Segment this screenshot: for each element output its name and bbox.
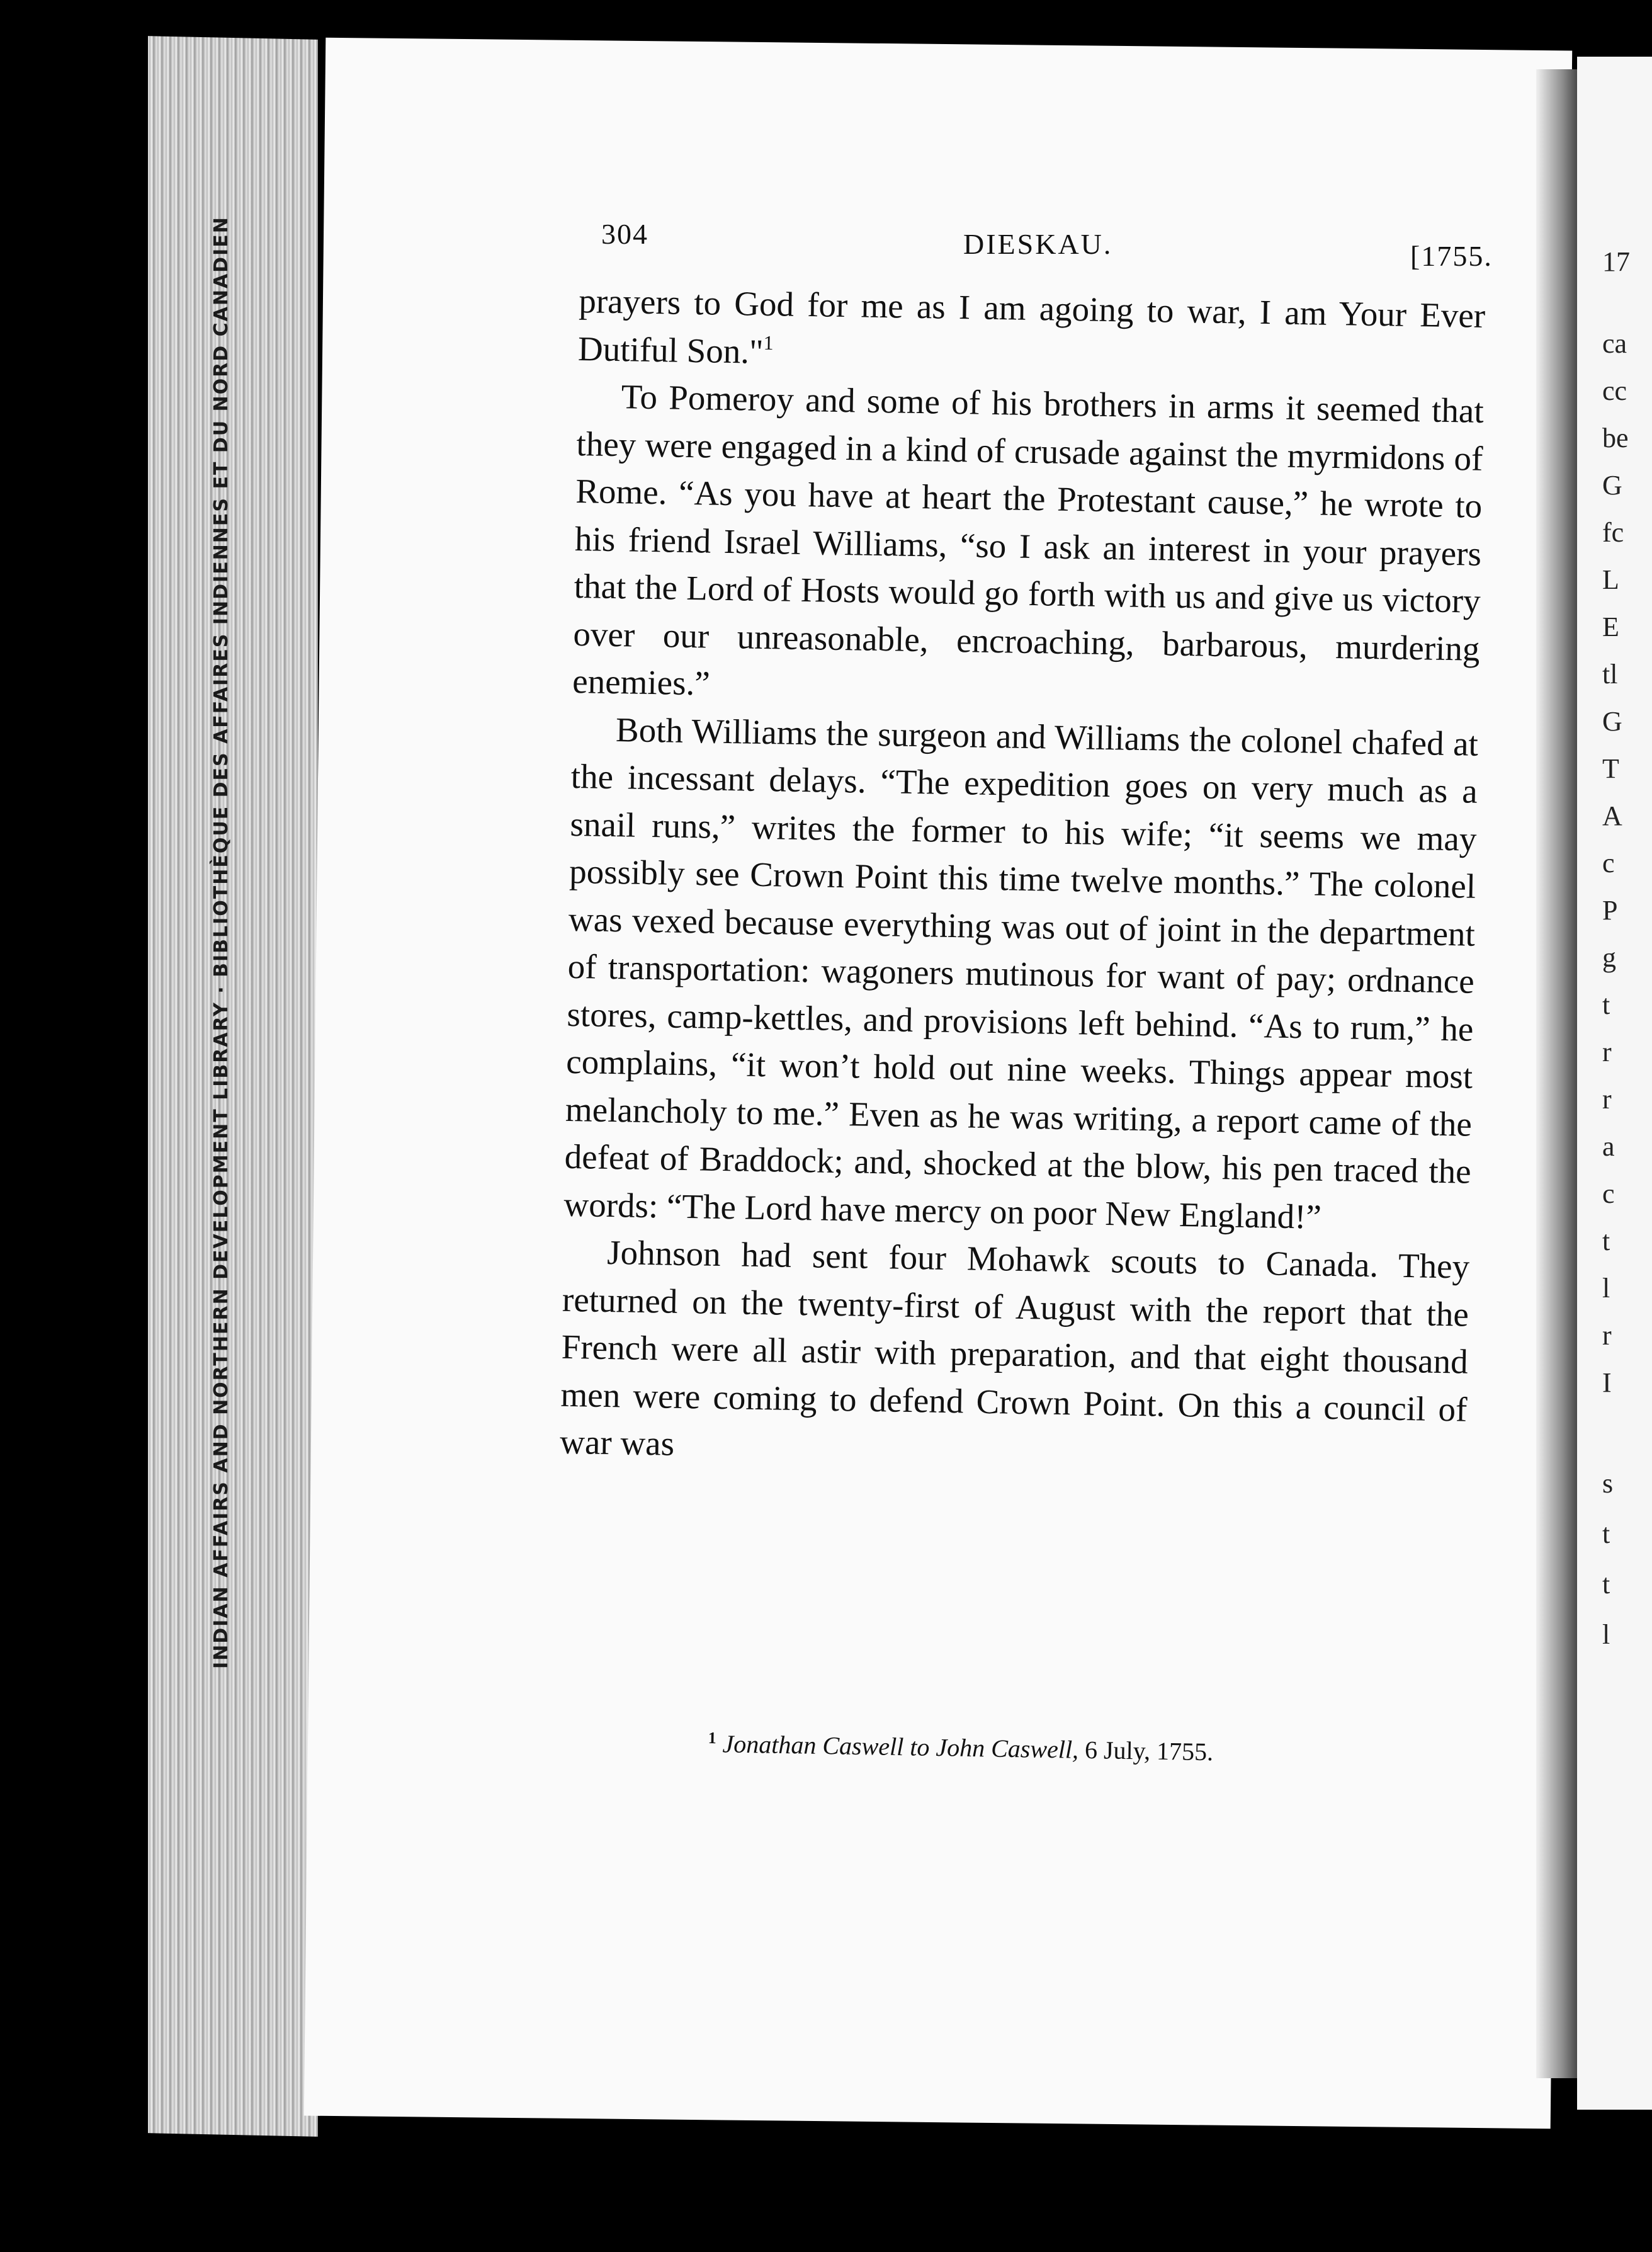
running-head [601, 217, 1493, 272]
running-year: [1755. [1410, 240, 1493, 272]
facing-fragment: ca [1602, 328, 1627, 359]
facing-fragment: t [1602, 989, 1610, 1020]
facing-fragment: r [1602, 1320, 1612, 1351]
paragraph: Johnson had sent four Mohawk scouts to Canada. They returned on the twenty-first of August with the report that the French were all astir with preparation, and that eight thousand men were coming to defend Crown Point. On this a council of war was [559, 1232, 1470, 1463]
facing-fragment: E [1602, 611, 1619, 642]
facing-fragment: s [1602, 1468, 1614, 1499]
facing-fragment: t [1602, 1569, 1610, 1600]
facing-fragment: T [1602, 753, 1619, 784]
facing-page-edge [1577, 57, 1652, 2110]
facing-fragment: G [1602, 470, 1622, 501]
library-stamp-text: INDIAN AFFAIRS AND NORTHERN DEVELOPMENT LIBRARY · BIBLIOTHÈQUE DES AFFAIRES INDIENNES ET DU NORD CANADIEN [210, 216, 232, 1669]
facing-fragment: P [1602, 895, 1618, 926]
facing-fragment: l [1602, 1273, 1610, 1304]
paragraph [577, 277, 1485, 387]
facing-fragment: I [1602, 1367, 1612, 1398]
facing-fragment: r [1602, 1084, 1612, 1115]
body-text [560, 277, 1486, 1481]
facing-fragment: cc [1602, 375, 1627, 406]
page-gutter [1536, 69, 1580, 2078]
footnote-ref: 1 [763, 331, 774, 354]
paragraph-text: prayers to God for me as I am agoing to war, I am Your Ever Dutiful Son." [577, 281, 1486, 371]
footnote-marker: 1 [708, 1729, 716, 1748]
footnote-date: 6 July, 1755. [1084, 1735, 1214, 1766]
page-number: 304 [601, 218, 648, 250]
facing-fragment: l [1602, 1619, 1610, 1650]
facing-fragment: 17 [1602, 246, 1630, 277]
facing-fragment: tl [1602, 659, 1618, 690]
library-stamp [208, 216, 283, 1669]
facing-fragment: A [1602, 800, 1622, 831]
paragraph: To Pomeroy and some of his brothers in arms it seemed that they were engaged in a kind of crusade against the myrmidons of Rome. “As you have at heart the Protestant cause,” he wrote to his friend Israel Williams, “so I ask an interest in your prayers that the Lord of Hosts would go forth with us and give us victory over our unreasonable, encroaching, barbarous, murdering enemies.” [572, 377, 1485, 703]
footnote-text: Jonathan Caswell to John Caswell, [722, 1729, 1079, 1764]
facing-fragment: L [1602, 564, 1619, 595]
facing-fragment: a [1602, 1131, 1615, 1162]
facing-fragment: G [1602, 706, 1622, 737]
facing-fragment: r [1602, 1037, 1612, 1067]
facing-fragment: c [1602, 1178, 1615, 1209]
facing-fragment: be [1602, 423, 1629, 453]
facing-fragment: g [1602, 942, 1616, 973]
facing-fragment: c [1602, 848, 1615, 879]
paragraph: Both Williams the surgeon and Williams the colonel chafed at the incessant delays. “The expedition goes on very much as a snail runs,” writes the former to his wife; “it seems we may possibly see Crown Point this time twelve months.” The colonel was vexed because everything was out of joint in the department of transportation: wagoners mutinous for want of pay; ordnance stores, camp-kettles, and provisions left behind. “As to rum,” he complains, “it won’t hold out nine weeks. Things appear most melancholy to me.” Even as he was writing, a report came of the defeat of Braddock; and, shocked at the blow, his pen traced the words: “The Lord have mercy on poor New England!” [563, 710, 1479, 1236]
facing-fragment: t [1602, 1226, 1610, 1256]
chapter-title: DIESKAU. [963, 228, 1113, 260]
facing-fragment: fc [1602, 517, 1624, 548]
facing-fragment: t [1602, 1518, 1610, 1549]
